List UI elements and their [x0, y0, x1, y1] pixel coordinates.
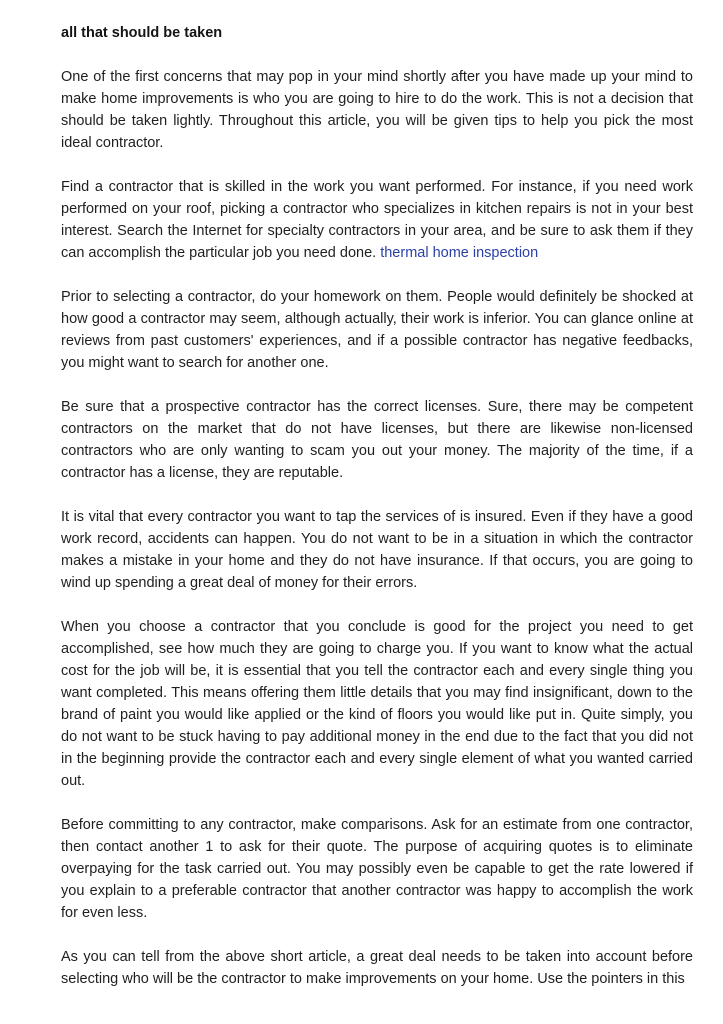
paragraph-3	[61, 286, 693, 374]
paragraph-3-text: Prior to selecting a contractor, do your homework on them. People would definitely be shocked at how good a contractor may seem, although actually, their work is inferior. You can glance online at reviews from past customers' experiences, and if a possible contractor has negative feedbacks, you might want to search for another one.	[61, 289, 693, 371]
paragraph-1-text: One of the first concerns that may pop in your mind shortly after you have made up your mind to make home improvements is who you are going to hire to do the work. This is not a decision that should be taken lightly. Throughout this article, you will be given tips to help you pick the most ideal contractor.	[61, 69, 693, 151]
paragraph-2-text: Find a contractor that is skilled in the work you want performed. For instance, if you need work performed on your roof, picking a contractor who specializes in kitchen repairs is not in your best interest. Search the Internet for specialty contractors in your area, and be sure to ask them if they can accomplish the particular job you need done.	[61, 179, 693, 261]
paragraph-4-text: Be sure that a prospective contractor has the correct licenses. Sure, there may be competent contractors on the market that do not have licenses, but there are likewise non-licensed contractors who are only wanting to scam you out your money. The majority of the time, if a contractor has a license, they are reputable.	[61, 399, 693, 481]
thermal-home-inspection-link[interactable]: thermal home inspection	[380, 245, 539, 261]
paragraph-1	[61, 66, 693, 154]
paragraph-7	[61, 814, 693, 924]
document-heading: all that should be taken	[61, 25, 223, 41]
paragraph-6-text: When you choose a contractor that you conclude is good for the project you need to get accomplished, see how much they are going to charge you. If you want to know what the actual cost for the job will be, it is essential that you tell the contractor each and every single thing you want completed. This means offering them little details that you may find insignificant, down to the brand of paint you would like applied or the kind of floors you would like put in. Quite simply, you do not want to be stuck having to pay additional money in the end due to the fact that you did not in the beginning provide the contractor each and every single element of what you wanted carried out.	[61, 619, 693, 789]
paragraph-2	[61, 176, 693, 264]
paragraph-8-text: As you can tell from the above short article, a great deal needs to be taken into account before selecting who will be the contractor to make improvements on your home. Use the pointers in this	[61, 949, 693, 987]
paragraph-7-text: Before committing to any contractor, make comparisons. Ask for an estimate from one contractor, then contact another 1 to ask for their quote. The purpose of acquiring quotes is to eliminate overpaying for the task carried out. You may possibly even be capable to get the rate lowered if you explain to a preferable contractor that another contractor was happy to accomplish the work for even less.	[61, 817, 693, 921]
paragraph-5	[61, 506, 693, 594]
paragraph-8	[61, 946, 693, 990]
paragraph-5-text: It is vital that every contractor you want to tap the services of is insured. Even if they have a good work record, accidents can happen. You do not want to be in a situation in which the contractor makes a mistake in your home and they do not have insurance. If that occurs, you are going to wind up spending a great deal of money for their errors.	[61, 509, 693, 591]
paragraph-4	[61, 396, 693, 484]
paragraph-6	[61, 616, 693, 792]
document-body	[61, 22, 693, 1012]
